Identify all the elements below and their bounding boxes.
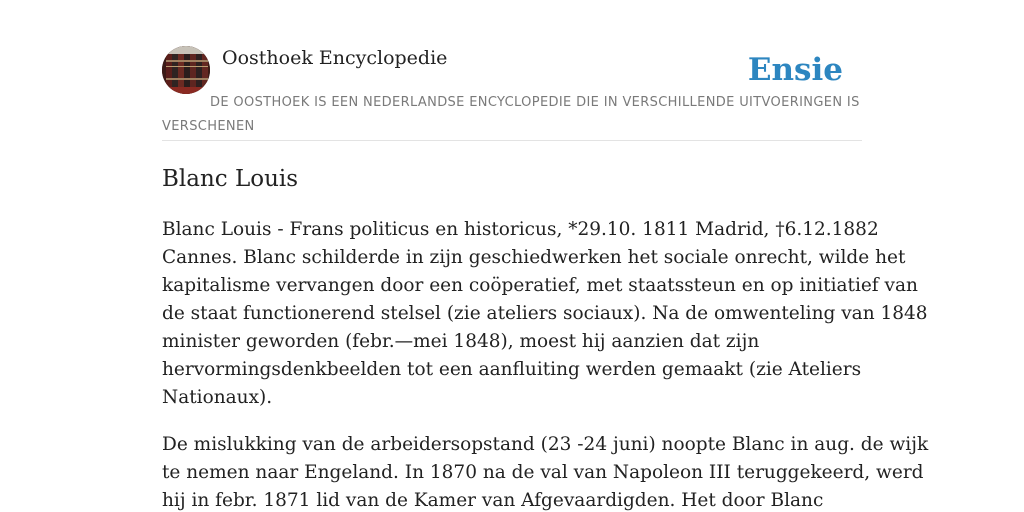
paragraph-line: kapitalisme vervangen door een coöperatief, met staatssteun en op initiatief van bbox=[162, 275, 918, 296]
site-title-link[interactable]: Oosthoek Encyclopedie bbox=[222, 47, 448, 69]
paragraph-line: hij in febr. 1871 lid van de Kamer van Afgevaardigden. Het door Blanc bbox=[162, 490, 824, 511]
site-header bbox=[162, 46, 862, 141]
paragraph-line: te nemen naar Engeland. In 1870 na de val van Napoleon III teruggekeerd, werd bbox=[162, 462, 924, 483]
article-title: Blanc Louis bbox=[162, 166, 299, 192]
paragraph-line: De mislukking van de arbeidersopstand (23 -24 juni) noopte Blanc in aug. de wijk bbox=[162, 434, 929, 455]
paragraph-line: hervormingsdenkbeelden tot een aanfluiting werden gemaakt (zie Ateliers bbox=[162, 359, 862, 380]
article-paragraph-1 bbox=[162, 216, 928, 412]
paragraph-line: Nationaux). bbox=[162, 387, 273, 408]
paragraph-line: Blanc Louis - Frans politicus en historicus, *29.10. 1811 Madrid, †6.12.1882 bbox=[162, 219, 879, 240]
brand-logo-link[interactable]: Ensie bbox=[747, 52, 843, 88]
paragraph-line: Cannes. Blanc schilderde in zijn geschiedwerken het sociale onrecht, wilde het bbox=[162, 247, 906, 268]
article-paragraph-2 bbox=[162, 431, 929, 512]
encyclopedia-books-icon[interactable] bbox=[162, 46, 210, 94]
paragraph-line: de staat functionerend stelsel (zie ateliers sociaux). Na de omwenteling van 1848 bbox=[162, 303, 928, 324]
site-tagline: DE OOSTHOEK IS EEN NEDERLANDSE ENCYCLOPEDIE DIE IN VERSCHILLENDE UITVOERINGEN IS VERSCHENEN bbox=[162, 95, 860, 134]
paragraph-line: minister geworden (febr.—mei 1848), moest hij aanzien dat zijn bbox=[162, 331, 760, 352]
article-body bbox=[162, 216, 929, 512]
